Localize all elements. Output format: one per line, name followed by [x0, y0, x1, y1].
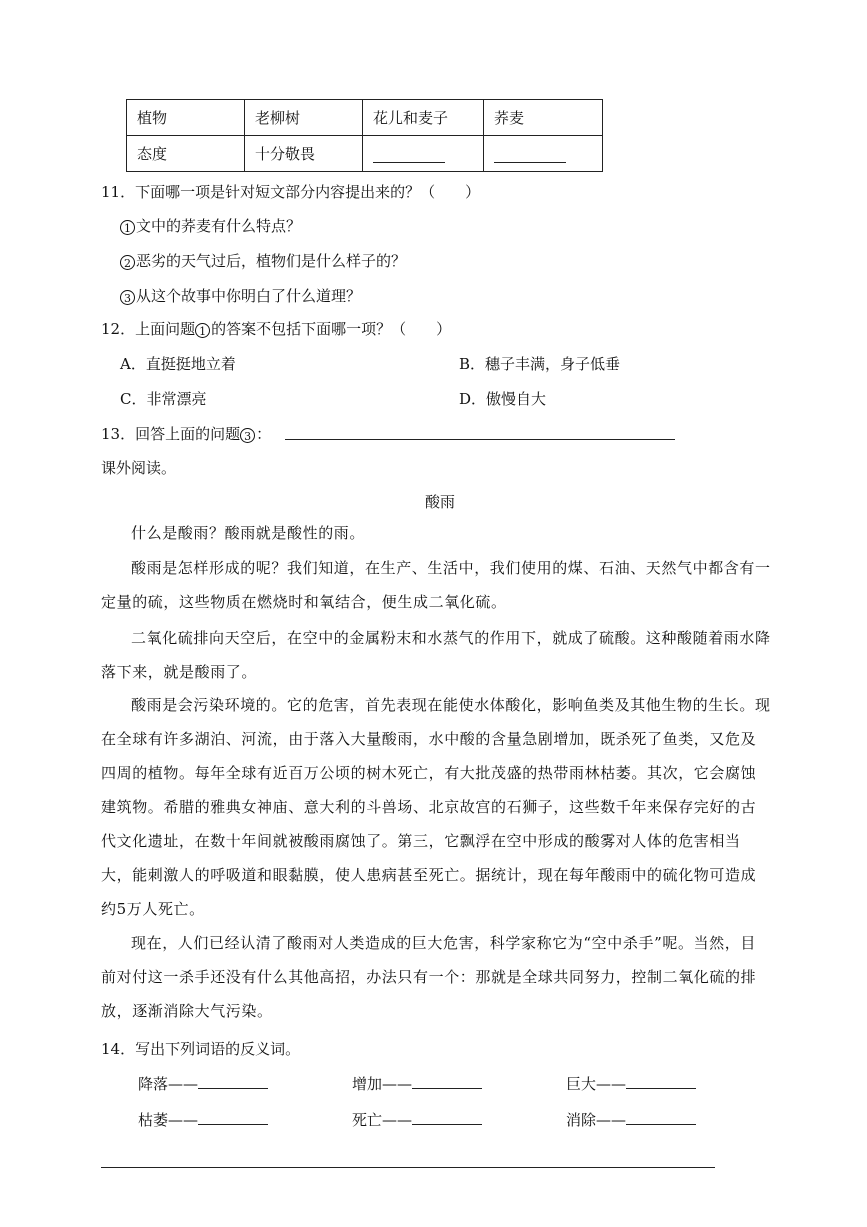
q11-item-text: 从这个故事中你明白了什么道理？: [136, 287, 362, 305]
q12-option-a[interactable]: A．直挺挺地立着: [120, 355, 236, 373]
passage-paragraph: 酸雨是会污染环境的。它的危害，首先表现在能使水体酸化，影响鱼类及其他生物的生长。现在全球有许多湖泊、河流，由于落入大量酸雨，水中酸的含量急剧增加，既杀死了鱼类，又危及四周的植物。每年全球有近百万公顷的树木死亡，有大批茂盛的热带雨林枯萎。其次，它会腐蚀建筑物。希腊的雅典女神庙、意大利的斗兽场、北京故宫的石狮子，这些数千年来保存完好的古代文化遗址，在数十年间就被酸雨腐蚀了。第三，它飘浮在空中形成的酸雾对人体的危害相当大，能刺激人的呼吸道和眼黏膜，使人患病甚至死亡。据统计，现在每年酸雨中的硫化物可造成约5万人死亡。: [101, 696, 771, 918]
passage-paragraph: 什么是酸雨？酸雨就是酸性的雨。: [131, 524, 366, 542]
antonym-word: 降落——: [138, 1075, 199, 1093]
passage-title: 酸雨: [425, 493, 456, 511]
q11-stem: 11．下面哪一项是针对短文部分内容提出来的？（ ）: [101, 183, 481, 201]
antonym-item: [566, 1072, 696, 1094]
answer-blank[interactable]: [412, 1108, 482, 1125]
antonym-word: 巨大——: [566, 1075, 627, 1093]
circled-number: 1: [120, 220, 135, 235]
table-cell: 花儿和麦子: [363, 100, 484, 136]
q13-stem-a: 13．回答上面的问题: [101, 425, 241, 443]
q11-item-3: [120, 285, 361, 306]
section-heading: 课外阅读。: [101, 459, 177, 477]
circled-number: 2: [120, 255, 135, 270]
q14-stem: 14．写出下列词语的反义词。: [101, 1040, 301, 1058]
circled-number: 1: [195, 323, 210, 338]
q13-stem-b: ：: [256, 425, 272, 443]
answer-blank[interactable]: [198, 1072, 268, 1089]
passage-paragraph: 现在，人们已经认清了酸雨对人类造成的巨大危害，科学家称它为“空中杀手”呢。当然，目前对付这一杀手还没有什么其他高招，办法只有一个：那就是全球共同努力，控制二氧化硫的排放，逐渐消除大气污染。: [101, 934, 757, 1020]
antonym-item: [352, 1108, 482, 1130]
answer-blank-cell[interactable]: [484, 136, 603, 172]
q12-option-c[interactable]: C．非常漂亮: [120, 390, 207, 408]
table-row: [127, 100, 603, 136]
antonym-item: [138, 1108, 268, 1130]
antonym-word: 增加——: [352, 1075, 413, 1093]
q11-item-text: 文中的荞麦有什么特点？: [136, 217, 302, 235]
table-row: [127, 136, 603, 172]
antonym-word: 消除——: [566, 1111, 627, 1129]
q13-answer-line[interactable]: [285, 423, 675, 440]
answer-blank[interactable]: [626, 1108, 696, 1125]
plants-table: [126, 99, 603, 172]
q12-stem-b: 的答案不包括下面哪一项？（ ）: [211, 320, 452, 338]
circled-number: 3: [120, 290, 135, 305]
table-cell: 老柳树: [245, 100, 363, 136]
table-cell: 荞麦: [484, 100, 603, 136]
q11-item-text: 恶劣的天气过后，植物们是什么样子的？: [136, 252, 407, 270]
table-cell: 十分敬畏: [245, 136, 363, 172]
table-cell: 植物: [127, 100, 245, 136]
footer-divider: [101, 1167, 715, 1168]
circled-number: 3: [240, 428, 255, 443]
q11-item-1: [120, 215, 301, 236]
q13-stem: [101, 423, 271, 444]
answer-blank-cell[interactable]: [363, 136, 484, 172]
antonym-item: [352, 1072, 482, 1094]
q12-option-b[interactable]: B．穗子丰满，身子低垂: [459, 355, 621, 373]
antonym-word: 死亡——: [352, 1111, 413, 1129]
q12-stem: [101, 318, 451, 339]
antonym-item: [138, 1072, 268, 1094]
passage-paragraph: 酸雨是怎样形成的呢？我们知道，在生产、生活中，我们使用的煤、石油、天然气中都含有一定量的硫，这些物质在燃烧时和氧结合，便生成二氧化硫。: [101, 559, 771, 611]
q12-stem-a: 12．上面问题: [101, 320, 196, 338]
antonym-word: 枯萎——: [138, 1111, 199, 1129]
q12-option-d[interactable]: D．傲慢自大: [459, 390, 547, 408]
answer-blank[interactable]: [412, 1072, 482, 1089]
answer-blank[interactable]: [198, 1108, 268, 1125]
answer-blank[interactable]: [626, 1072, 696, 1089]
antonym-item: [566, 1108, 696, 1130]
passage-paragraph: 二氧化硫排向天空后，在空中的金属粉末和水蒸气的作用下，就成了硫酸。这种酸随着雨水降落下来，就是酸雨了。: [101, 629, 771, 681]
q11-item-2: [120, 250, 406, 271]
table-cell: 态度: [127, 136, 245, 172]
